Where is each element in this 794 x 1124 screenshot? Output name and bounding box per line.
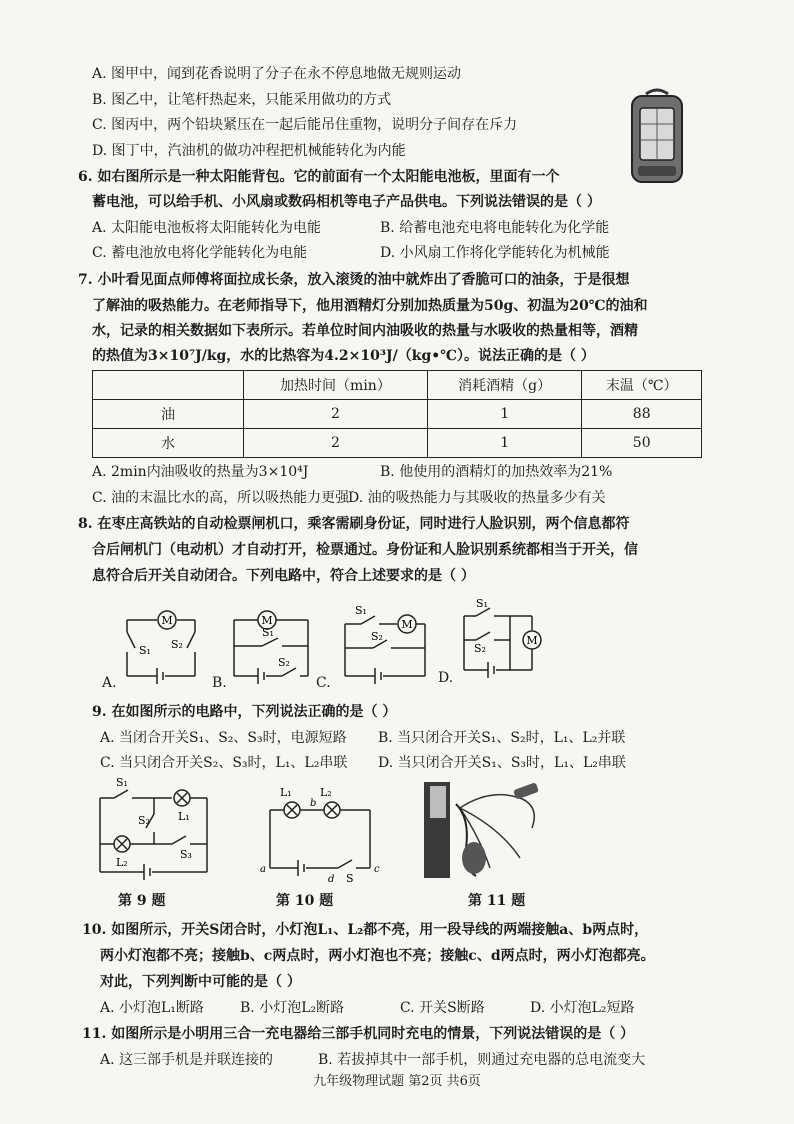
- l1-label: L₁: [178, 810, 190, 823]
- l1-label: L₁: [280, 786, 292, 799]
- point-d-label: d: [328, 874, 335, 885]
- s2-label: S₂: [371, 630, 383, 643]
- fig11-caption: 第 11 题: [468, 893, 526, 909]
- q7-stem-line-2: 了解油的吸热能力。在老师指导下，他用酒精灯分别加热质量为50g、初温为20℃的油和: [92, 298, 648, 314]
- q7-option-b: B. 他使用的酒精灯的加热效率为21%: [380, 464, 613, 480]
- l2-label: L₂: [116, 856, 128, 869]
- q9-option-c: C. 当只闭合开关S₂、S₃时，L₁、L₂串联: [100, 755, 348, 771]
- q11-option-b: B. 若拔掉其中一部手机，则通过充电器的总电流变大: [318, 1052, 646, 1068]
- table-header-cell: [93, 371, 244, 400]
- q8-label-c: C.: [316, 675, 331, 691]
- solar-backpack-image: [628, 86, 686, 186]
- q7-option-a: A. 2min内油吸收的热量为3×10⁴J: [92, 464, 309, 480]
- q7-option-d: D. 油的吸热能力与其吸收的热量多少有关: [348, 490, 606, 506]
- s1-label: S₁: [355, 604, 367, 617]
- q5-option-d: D. 图丁中，汽油机的做功冲程把机械能转化为内能: [92, 143, 406, 159]
- q8-stem-line-3: 息符合后开关自动闭合。下列电路中，符合上述要求的是（ ）: [92, 568, 475, 584]
- q8-circuit-c: [335, 600, 435, 694]
- table-cell: 2: [244, 429, 428, 458]
- fig11-charger-image: [420, 778, 550, 887]
- fig10-caption: 第 10 题: [276, 893, 334, 909]
- q10-stem-line-2: 两小灯泡都不亮；接触b、c两点时，两小灯泡也不亮；接触c、d两点时，两小灯泡都亮。: [100, 948, 655, 964]
- q6-option-c: C. 蓄电池放电将化学能转化为电能: [92, 245, 308, 261]
- q8-label-a: A.: [102, 675, 117, 691]
- fig9-circuit: [92, 776, 222, 890]
- q10-option-b: B. 小灯泡L₂断路: [240, 1000, 345, 1016]
- q9-option-a: A. 当闭合开关S₁、S₂、S₃时，电源短路: [100, 730, 347, 746]
- table-row: [93, 429, 702, 458]
- point-a-label: a: [260, 864, 266, 875]
- q6-option-b: B. 给蓄电池充电将电能转化为化学能: [380, 220, 610, 236]
- motor-label: M: [526, 634, 538, 647]
- table-row: [93, 400, 702, 429]
- table-header-cell: 末温（℃）: [582, 371, 702, 400]
- q7-option-c: C. 油的末温比水的高，所以吸热能力更强: [92, 490, 350, 506]
- s2-label: S₂: [138, 814, 150, 827]
- q10-stem-line-3: 对此，下列判断中可能的是（ ）: [100, 974, 301, 990]
- page-footer: 九年级物理试题 第2页 共6页: [313, 1074, 481, 1089]
- q11-option-a: A. 这三部手机是并联连接的: [100, 1052, 274, 1068]
- q7-stem-line-1: 7. 小叶看见面点师傅将面拉成长条，放入滚烫的油中就炸出了香脆可口的油条，于是很想: [78, 272, 630, 288]
- q9-stem: 9. 在如图所示的电路中，下列说法正确的是（ ）: [92, 704, 397, 720]
- q6-option-d: D. 小风扇工作将化学能转化为机械能: [380, 245, 610, 261]
- point-c-label: c: [374, 864, 380, 875]
- fig9-caption: 第 9 题: [118, 893, 166, 909]
- s1-label: S₁: [116, 776, 128, 789]
- q9-option-d: D. 当只闭合开关S₁、S₃时，L₁、L₂串联: [378, 755, 626, 771]
- fig10-circuit: [258, 776, 388, 890]
- q10-stem-line-1: 10. 如图所示，开关S闭合时，小灯泡L₁、L₂都不亮，用一段导线的两端接触a、b两点时，: [82, 922, 649, 938]
- q11-stem: 11. 如图所示是小明用三合一充电器给三部手机同时充电的情景，下列说法错误的是（ ）: [82, 1026, 635, 1042]
- table-cell: 油: [93, 400, 244, 429]
- table-cell: 2: [244, 400, 428, 429]
- s2-label: S₂: [278, 656, 290, 669]
- s3-label: S₃: [180, 848, 192, 861]
- motor-label: M: [261, 614, 273, 627]
- switch-s-label: S: [346, 872, 354, 885]
- q7-data-table: [92, 370, 702, 458]
- table-cell: 1: [427, 429, 582, 458]
- s2-label: S₂: [171, 638, 183, 651]
- table-cell: 50: [582, 429, 702, 458]
- s1-label: S₁: [476, 597, 488, 610]
- q5-option-a: A. 图甲中，闻到花香说明了分子在永不停息地做无规则运动: [92, 66, 462, 82]
- q6-option-a: A. 太阳能电池板将太阳能转化为电能: [92, 220, 322, 236]
- q10-option-d: D. 小灯泡L₂短路: [530, 1000, 635, 1016]
- q8-stem-line-2: 合后闸机门（电动机）才自动打开，检票通过。身份证和人脸识别系统都相当于开关，信: [92, 542, 638, 558]
- q8-circuit-a: [105, 600, 205, 694]
- q8-circuit-d: [452, 597, 552, 694]
- q8-label-d: D.: [438, 670, 454, 686]
- q5-option-b: B. 图乙中，让笔杆热起来，只能采用做功的方式: [92, 92, 392, 108]
- q10-option-c: C. 开关S断路: [400, 1000, 485, 1016]
- motor-label: M: [401, 618, 413, 631]
- point-b-label: b: [310, 798, 317, 809]
- q7-stem-line-4: 的热值为3×10⁷J/kg，水的比热容为4.2×10³J/（kg•℃）。说法正确的是（ ）: [92, 348, 595, 364]
- s1-label: S₁: [139, 644, 151, 657]
- q10-option-a: A. 小灯泡L₁断路: [100, 1000, 204, 1016]
- q6-stem-line-1: 6. 如右图所示是一种太阳能背包。它的前面有一个太阳能电池板，里面有一个: [78, 169, 560, 185]
- table-header-row: [93, 371, 702, 400]
- q8-stem-line-1: 8. 在枣庄高铁站的自动检票闸机口，乘客需刷身份证，同时进行人脸识别，两个信息都符: [78, 516, 630, 532]
- q9-option-b: B. 当只闭合开关S₁、S₂时，L₁、L₂并联: [378, 730, 626, 746]
- table-header-cell: 加热时间（min）: [244, 371, 428, 400]
- s2-label: S₂: [474, 642, 486, 655]
- q5-option-c: C. 图丙中，两个铅块紧压在一起后能吊住重物，说明分子间存在斥力: [92, 117, 518, 133]
- q6-stem-line-2: 蓄电池，可以给手机、小风扇或数码相机等电子产品供电。下列说法错误的是（ ）: [92, 194, 601, 210]
- l2-label: L₂: [320, 786, 332, 799]
- s1-label: S₁: [262, 626, 274, 639]
- motor-label: M: [161, 614, 173, 627]
- q7-stem-line-3: 水，记录的相关数据如下表所示。若单位时间内油吸收的热量与水吸收的热量相等，酒精: [92, 323, 638, 339]
- q8-circuit-b: [222, 600, 322, 694]
- table-cell: 水: [93, 429, 244, 458]
- table-header-cell: 消耗酒精（g）: [427, 371, 582, 400]
- table-cell: 88: [582, 400, 702, 429]
- q8-label-b: B.: [212, 675, 227, 691]
- table-cell: 1: [427, 400, 582, 429]
